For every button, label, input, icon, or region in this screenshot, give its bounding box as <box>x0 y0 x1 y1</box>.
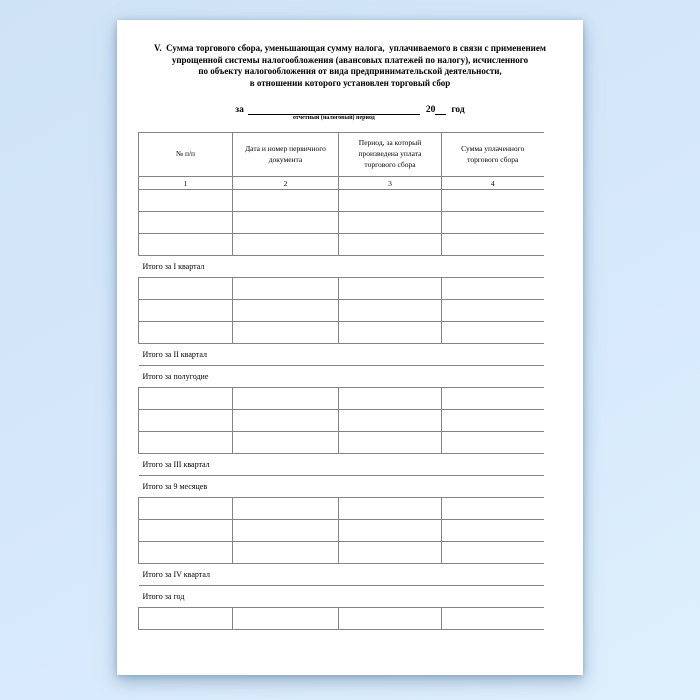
empty-cell <box>233 278 339 300</box>
empty-entry-row <box>139 520 544 542</box>
period-blank-caption: отчетный (налоговый) период <box>292 115 375 121</box>
empty-cell <box>442 278 544 300</box>
empty-cell <box>233 410 339 432</box>
column-number-3: 3 <box>339 177 442 190</box>
empty-cell <box>233 322 339 344</box>
empty-cell <box>442 212 544 234</box>
empty-cell <box>139 498 233 520</box>
empty-cell <box>139 322 233 344</box>
empty-cell <box>233 498 339 520</box>
empty-cell <box>233 432 339 454</box>
empty-cell <box>139 520 233 542</box>
empty-cell <box>233 300 339 322</box>
empty-entry-row <box>139 432 544 454</box>
empty-cell <box>442 234 544 256</box>
empty-cell <box>339 190 442 212</box>
year-group <box>426 104 465 115</box>
total-label-q4: Итого за IV квартал <box>139 564 544 586</box>
column-number-2: 2 <box>233 177 339 190</box>
empty-cell <box>339 520 442 542</box>
empty-entry-row <box>139 608 544 630</box>
empty-cell <box>139 234 233 256</box>
period-blank-field <box>248 103 420 121</box>
empty-cell <box>339 388 442 410</box>
column-numbers-row <box>139 177 544 190</box>
empty-cell <box>339 608 442 630</box>
header-cell-document: Дата и номер первичного документа <box>233 133 339 177</box>
empty-cell <box>233 234 339 256</box>
total-row-q2 <box>139 344 544 366</box>
empty-cell <box>339 410 442 432</box>
empty-cell <box>233 520 339 542</box>
total-row-half-year <box>139 366 544 388</box>
empty-cell <box>442 190 544 212</box>
empty-entry-row <box>139 542 544 564</box>
empty-cell <box>139 410 233 432</box>
total-row-nine-months <box>139 476 544 498</box>
empty-cell <box>139 300 233 322</box>
empty-cell <box>442 498 544 520</box>
total-label-q1: Итого за I квартал <box>139 256 544 278</box>
column-number-4: 4 <box>442 177 544 190</box>
form-page <box>117 20 583 675</box>
empty-entry-row <box>139 278 544 300</box>
empty-cell <box>233 542 339 564</box>
empty-cell <box>139 542 233 564</box>
year-prefix-label: 20 <box>425 105 436 115</box>
empty-cell <box>442 608 544 630</box>
empty-cell <box>139 432 233 454</box>
empty-cell <box>442 520 544 542</box>
empty-cell <box>442 300 544 322</box>
table-header-row <box>139 133 544 177</box>
section-title-line-2: упрощенной системы налогообложения (авансовых платежей по налогу), исчисленного <box>171 54 529 65</box>
empty-entry-row <box>139 498 544 520</box>
empty-cell <box>139 190 233 212</box>
empty-entry-row <box>139 410 544 432</box>
year-suffix-label: год <box>451 105 465 115</box>
empty-cell <box>233 190 339 212</box>
empty-cell <box>339 212 442 234</box>
empty-cell <box>442 432 544 454</box>
empty-cell <box>339 542 442 564</box>
empty-cell <box>339 234 442 256</box>
total-row-q3 <box>139 454 544 476</box>
total-label-half-year: Итого за полугодие <box>139 366 544 388</box>
section-title-line-1: V. Сумма торгового сбора, уменьшающая сумму налога, уплачиваемого в связи с применением <box>154 43 546 53</box>
total-row-year <box>139 586 544 608</box>
empty-cell <box>442 542 544 564</box>
empty-cell <box>139 608 233 630</box>
empty-entry-row <box>139 322 544 344</box>
total-row-q4 <box>139 564 544 586</box>
empty-cell <box>339 278 442 300</box>
empty-cell <box>442 322 544 344</box>
section-title-line-4: в отношении которого установлен торговый сбор <box>249 77 451 88</box>
header-cell-row-number: № п/п <box>139 133 233 177</box>
total-label-nine-months: Итого за 9 месяцев <box>139 476 544 498</box>
empty-cell <box>442 410 544 432</box>
empty-cell <box>339 498 442 520</box>
trade-fee-table <box>138 132 544 630</box>
empty-cell <box>339 432 442 454</box>
empty-cell <box>139 278 233 300</box>
period-prefix-label: за <box>235 105 244 115</box>
empty-entry-row <box>139 190 544 212</box>
reporting-period-line <box>117 102 583 121</box>
empty-entry-row <box>139 212 544 234</box>
total-label-q2: Итого за II квартал <box>139 344 544 366</box>
header-cell-paid-amount: Сумма уплаченного торгового сбора <box>442 133 544 177</box>
empty-cell <box>233 388 339 410</box>
empty-cell <box>339 322 442 344</box>
empty-cell <box>442 388 544 410</box>
column-number-1: 1 <box>139 177 233 190</box>
empty-cell <box>139 212 233 234</box>
empty-cell <box>339 300 442 322</box>
total-label-q3: Итого за III квартал <box>139 454 544 476</box>
empty-cell <box>139 388 233 410</box>
header-cell-payment-period: Период, за который произведена уплата торгового сбора <box>339 133 442 177</box>
empty-entry-row <box>139 234 544 256</box>
empty-cell <box>233 608 339 630</box>
empty-cell <box>233 212 339 234</box>
empty-entry-row <box>139 388 544 410</box>
section-title <box>127 43 573 89</box>
total-row-q1 <box>139 256 544 278</box>
year-blank-field <box>435 104 446 115</box>
total-label-year: Итого за год <box>139 586 544 608</box>
empty-entry-row <box>139 300 544 322</box>
section-title-line-3: по объекту налогообложения от вида предпринимательской деятельности, <box>198 66 502 76</box>
